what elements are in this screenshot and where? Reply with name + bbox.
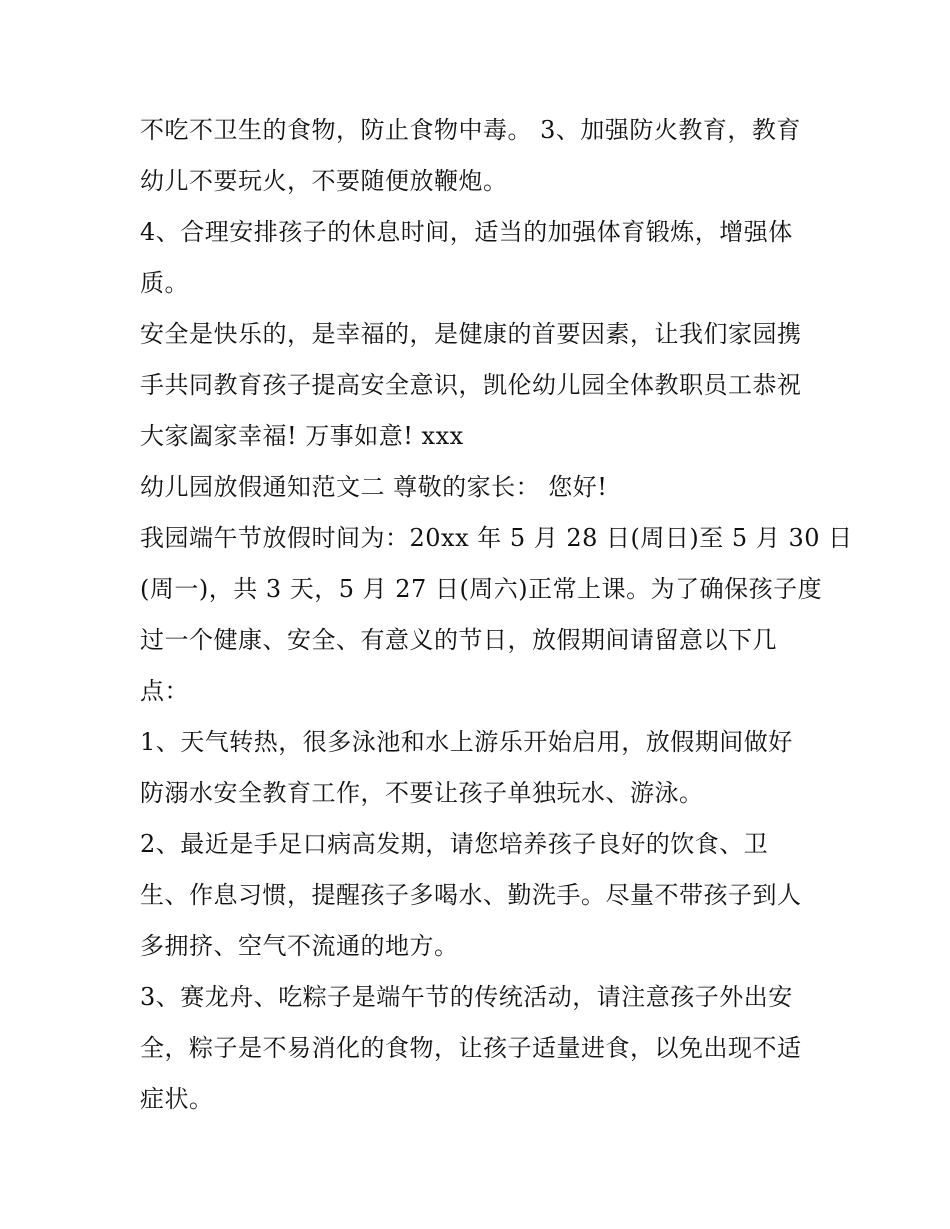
text-line: 不吃不卫生的食物，防止食物中毒。 3、加强防火教育，教育: [140, 116, 801, 144]
text-line: 质。: [140, 269, 189, 297]
text-line: 防溺水安全教育工作，不要让孩子单独玩水、游泳。: [140, 779, 704, 807]
text-line: 生、作息习惯，提醒孩子多喝水、勤洗手。尽量不带孩子到人: [140, 881, 802, 909]
text-line: 大家阖家幸福! 万事如意! xxx: [140, 422, 464, 450]
document-body: [140, 105, 853, 1125]
text-line: 3、赛龙舟、吃粽子是端午节的传统活动，请注意孩子外出安: [140, 983, 793, 1011]
text-line: (周一)，共 3 天，5 月 27 日(周六)正常上课。为了确保孩子度: [140, 575, 823, 603]
text-line: 手共同教育孩子提高安全意识，凯伦幼儿园全体教职员工恭祝: [140, 371, 802, 399]
text-line: 多拥挤、空气不流通的地方。: [140, 932, 459, 960]
text-line: 我园端午节放假时间为：20xx 年 5 月 28 日(周日)至 5 月 30 日: [140, 524, 853, 552]
section-heading-line: 幼儿园放假通知范文二 尊敬的家长： 您好!: [140, 473, 608, 501]
text-line: 过一个健康、安全、有意义的节日，放假期间请留意以下几: [140, 626, 777, 654]
text-line: 全，粽子是不易消化的食物，让孩子适量进食，以免出现不适: [140, 1034, 802, 1062]
text-line: 安全是快乐的，是幸福的，是健康的首要因素，让我们家园携: [140, 320, 802, 348]
text-line: 症状。: [140, 1085, 214, 1113]
text-line: 点：: [140, 677, 189, 705]
text-line: 4、合理安排孩子的休息时间，适当的加强体育锻炼，增强体: [140, 218, 793, 246]
text-line: 幼儿不要玩火，不要随便放鞭炮。: [140, 167, 508, 195]
text-line: 2、最近是手足口病高发期，请您培养孩子良好的饮食、卫: [140, 830, 769, 858]
text-line: 1、天气转热，很多泳池和水上游乐开始启用，放假期间做好: [140, 728, 793, 756]
